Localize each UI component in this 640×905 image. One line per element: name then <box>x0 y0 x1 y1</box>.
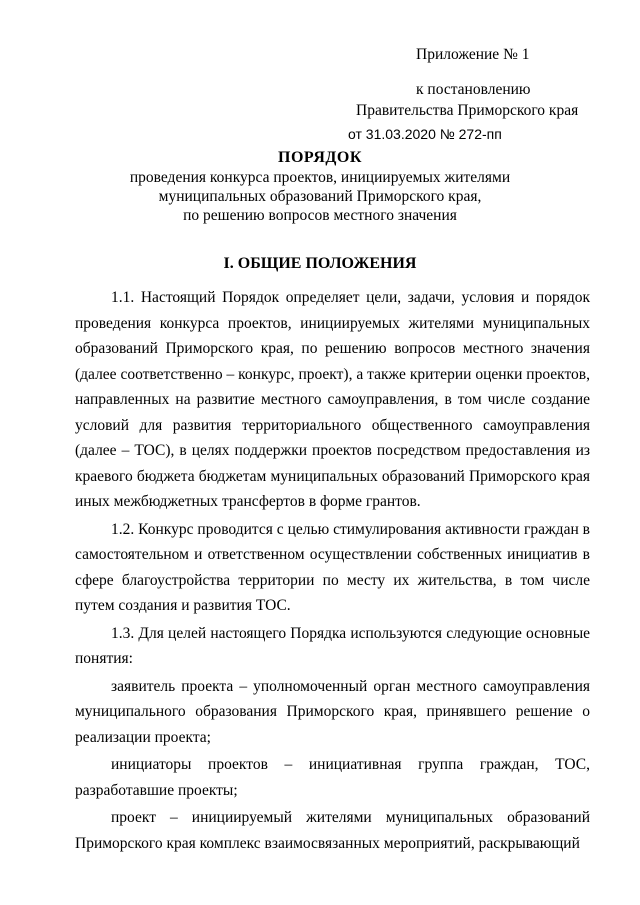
title-subtitle-line-2: муниципальных образований Приморского края, <box>158 188 482 205</box>
paragraph-1-1: 1.1. Настоящий Порядок определяет цели, задачи, условия и порядок проведения конкурса проектов, инициируемых жителями муниципальных образований Приморского края, по решению вопросов местного значения (далее соответственно – конкурс, проект), а также критерии оценки проектов, направленных на развитие местного самоуправления, в том числе создание условий для развития территориального общественного самоуправления (далее – ТОС), в целях поддержки проектов посредством предоставления из краевого бюджета бюджетам муниципальных образований Приморского края иных межбюджетных трансфертов в форме грантов. <box>75 289 590 510</box>
definition-initiators: инициаторы проектов – инициативная группа граждан, ТОС, разработавшие проекты; <box>75 756 590 799</box>
section-body <box>75 285 590 856</box>
resolution-date-number: от 31.03.2020 № 272-пп <box>348 126 502 142</box>
document-title <box>0 148 640 225</box>
title-subtitle-line-1: проведения конкурса проектов, инициируемых жителями <box>129 169 511 186</box>
paragraph-1-3: 1.3. Для целей настоящего Порядка используются следующие основные понятия: <box>75 624 590 667</box>
title-subtitle-line-3: по решению вопросов местного значения <box>183 207 457 224</box>
definition-project: проект – инициируемый жителями муниципальных образований Приморского края комплекс взаимосвязанных мероприятий, раскрывающий <box>75 809 590 852</box>
appendix-label: Приложение № 1 <box>416 46 530 63</box>
government-name: Правительства Приморского края <box>356 102 579 119</box>
resolution-reference: к постановлению <box>416 81 531 98</box>
section-heading: I. ОБЩИЕ ПОЛОЖЕНИЯ <box>223 255 417 272</box>
paragraph-1-2: 1.2. Конкурс проводится с целью стимулирования активности граждан в самостоятельном и ответственном осуществлении собственных инициатив в сфере благоустройства территории по месту их жительства, в том числе путем создания и развития ТОС. <box>75 520 590 614</box>
title-main: ПОРЯДОК <box>278 149 362 166</box>
definition-applicant: заявитель проекта – уполномоченный орган местного самоуправления муниципального образования Приморского края, принявшего решение о реализации проекта; <box>75 677 590 746</box>
